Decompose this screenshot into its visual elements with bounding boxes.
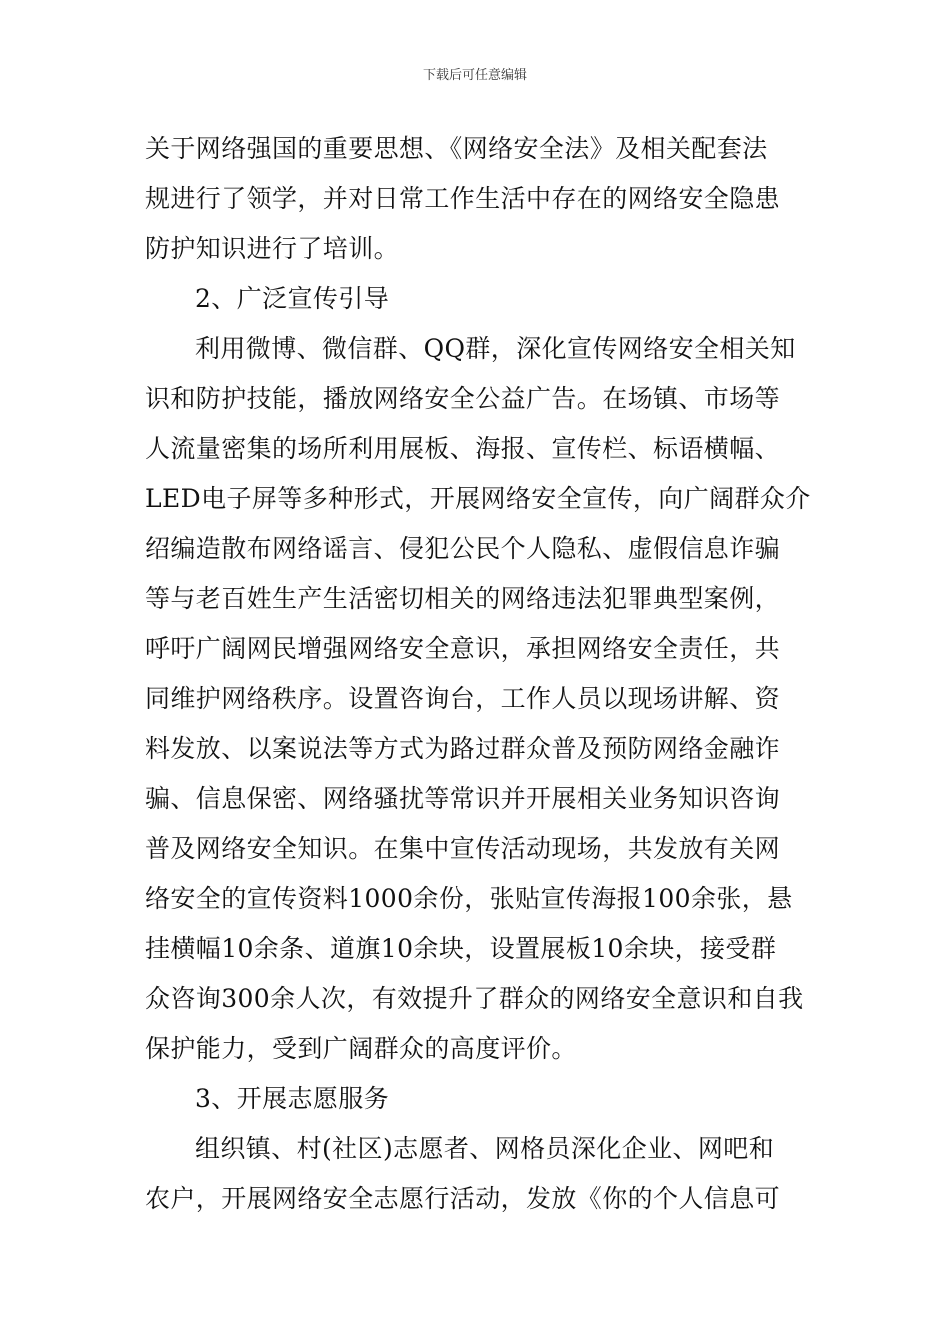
text-line: 等与老百姓生产生活密切相关的网络违法犯罪典型案例，: [145, 584, 781, 613]
paragraph-start: 组织镇、村(社区)志愿者、网格员深化企业、网吧和: [195, 1134, 775, 1163]
text-line: 同维护网络秩序。设置咨询台，工作人员以现场讲解、资: [145, 684, 781, 713]
text-line: 绍编造散布网络谣言、侵犯公民个人隐私、虚假信息诈骗: [145, 534, 781, 563]
text-line: 保护能力，受到广阔群众的高度评价。: [145, 1034, 577, 1063]
text-line: LED电子屏等多种形式，开展网络安全宣传，向广阔群众介: [145, 484, 811, 513]
text-line: 挂横幅10余条、道旗10余块，设置展板10余块，接受群: [145, 934, 777, 963]
text-line: 普及网络安全知识。在集中宣传活动现场，共发放有关网: [145, 834, 781, 863]
text-line: 络安全的宣传资料1000余份，张贴宣传海报100余张，悬: [145, 884, 793, 913]
text-line: 防护知识进行了培训。: [145, 234, 400, 263]
text-line: 呼吁广阔网民增强网络安全意识，承担网络安全责任，共: [145, 634, 781, 663]
text-line: 人流量密集的场所利用展板、海报、宣传栏、标语横幅、: [145, 434, 781, 463]
section-heading: 2、广泛宣传引导: [195, 284, 390, 313]
text-line: 农户，开展网络安全志愿行活动，发放《你的个人信息可: [145, 1184, 781, 1213]
page-header: 下载后可任意编辑: [422, 68, 527, 83]
text-line: 料发放、以案说法等方式为路过群众普及预防网络金融诈: [145, 734, 781, 763]
section-heading: 3、开展志愿服务: [195, 1084, 390, 1113]
text-line: 骗、信息保密、网络骚扰等常识并开展相关业务知识咨询: [145, 784, 781, 813]
text-line: 众咨询300余人次，有效提升了群众的网络安全意识和自我: [145, 984, 804, 1013]
text-line: 关于网络强国的重要思想、《网络安全法》及相关配套法: [145, 134, 768, 163]
text-line: 识和防护技能，播放网络安全公益广告。在场镇、市场等: [145, 384, 781, 413]
paragraph-start: 利用微博、微信群、QQ群，深化宣传网络安全相关知: [195, 334, 796, 363]
document-body: [145, 124, 825, 1224]
text-line: 规进行了领学，并对日常工作生活中存在的网络安全隐患: [145, 184, 781, 213]
